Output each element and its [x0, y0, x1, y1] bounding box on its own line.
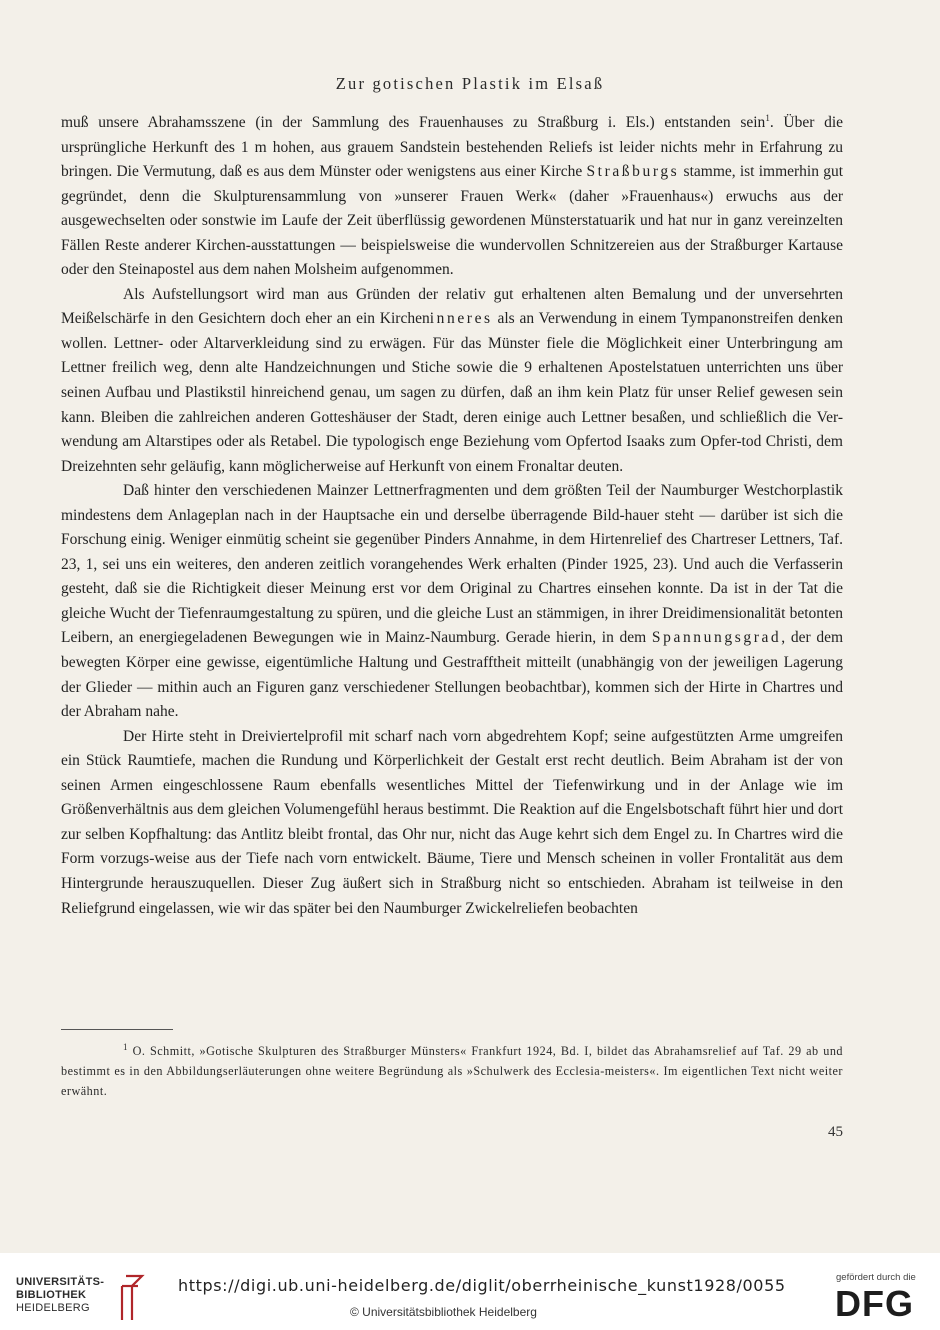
paragraph: [61, 283, 843, 479]
logo-line-3: HEIDELBERG: [16, 1302, 90, 1314]
text-run: muß unsere Abrahamsszene (in der Sammlung des Frauenhauses zu Straßburg i. Els.) entstanden sein: [61, 114, 766, 131]
footnote-text: O. Schmitt, »Gotische Skulpturen des Straßburger Münsters« Frankfurt 1924, Bd. I, bildet das Abrahamsrelief auf Taf. 29 ab und bestimmt es in den Abbildungserläuterungen ohne weitere Begründung als »Schulwerk des Ecclesia-meisters«. Im eigentlichen Text nicht weiter erwähnt.: [61, 1044, 844, 1098]
permalink-url[interactable]: https://digi.ub.uni-heidelberg.de/diglit/oberrheinische_kunst1928/0055: [178, 1276, 786, 1295]
running-head: Zur gotischen Plastik im Elsaß: [335, 74, 605, 93]
spaced-emphasis: inneres: [429, 310, 493, 328]
dfg-logo[interactable]: DFG: [835, 1283, 914, 1324]
text-run: Daß hinter den verschiedenen Mainzer Lettnerfragmenten und dem größten Teil der Naumburger Westchorplastik mindestens dem Anlageplan nach in der Hauptsache ein und derselbe überragende Bild-hauer steht — darüber ist sich die Forschung einig. Weniger einmütig scheint sie gegenüber Pinders Annahme, in dem Hirtenrelief des Chartreser Lettners, Taf. 23, 1, sei uns ein weiteres, den anderen zeitlich vorangehendes Werk erhalten (Pinder 1925, 23). Und auch die Verfasserin gesteht, daß sie die Richtigkeit dieser Meinung erst vor dem Original zu Chartres einsehen konnte. Da ist in der Tat die gleiche Wucht der Tiefenraumgestaltung zu spüren, und die gleiche Lust an stämmigen, in ihrer Dreidimensionalität betonten Leibern, an energiegeladenen Bewegungen wie in Mainz-Naumburg. Gerade hierin, in dem: [61, 482, 843, 647]
page-number: 45: [828, 1124, 843, 1140]
footnote-mark: 1: [123, 1041, 128, 1052]
university-library-logo[interactable]: [16, 1272, 166, 1322]
text-run: als an Verwendung in einem Tympanonstreifen denken wollen. Lettner- oder Altarverkleidung sind zu erwägen. Für das Münster fiele die Möglichkeit einer Unterbringung am Lettner freilich weg, denn alte Handzeichnungen und Stiche sowie die 9 erhaltenen Apostelstatuen unterrichten uns über seinen Aufbau und Plastikstil hinreichend genau, um sagen zu dürfen, daß an ihm kein Platz für unser Relief gewesen sein kann. Bleiben die zahlreichen anderen Gotteshäuser der Stadt, deren einige auch Lettner besaßen, und schließlich die Ver-wendung am Altarstipes oder als Retabel. Die typologisch enge Beziehung vom Opfertod Isaaks zum Opfer-tod Christi, dem Dreizehnten sehr geläufig, kann möglicherweise auf Herkunft von einem Fronaltar deuten.: [61, 310, 843, 475]
text-run: stamme, ist immerhin gut gegründet, denn die Skulpturensammlung von »unserer Frauen Werk« (daher »Frauenhaus«) erwuchs aus der ausgewechselten oder sonstwie im Laufe der Zeit überflüssig gewordenen Münsterstatuarik und hat nur in ganz vereinzelten Fällen Reste anderer Kirchen-ausstattungen — beispielsweise die wundervollen Schnitzereien aus der Straßburger Kartause oder den Steinapostel aus dem nahen Molsheim aufgenommen.: [61, 163, 843, 279]
logo-text: [16, 1276, 104, 1315]
footnote-reference: 1: [765, 112, 770, 123]
footnote: [61, 1042, 843, 1101]
text-run: , der dem bewegten Körper eine gewisse, eigentümliche Haltung und Gestrafftheit mitteilt (unabhängig von der jeweiligen Lagerung der Glieder — mithin auch an Figuren ganz verschiedener Stellungen beobachtbar), kommen sich der Hirte in Chartres und der Abraham nahe.: [61, 629, 844, 721]
spaced-emphasis: Straßburgs: [586, 163, 680, 181]
funded-by-label: gefördert durch die: [836, 1272, 916, 1283]
logo-line-1: UNIVERSITÄTS-: [16, 1276, 105, 1288]
footnote-rule: [61, 1029, 173, 1030]
copyright-notice: © Universitätsbibliothek Heidelberg: [350, 1305, 537, 1319]
text-run: Der Hirte steht in Dreiviertelprofil mit scharf nach vorn abgedrehtem Kopf; seine aufgestützten Arme umgreifen ein Stück Raumtiefe, machen die Rundung und Körperlichkeit der Gestalt erst recht deutlich. Beim Abraham ist der von seinen Armen eingeschlossene Raum ebenfalls wesentliches Mittel der Tiefenwirkung und in der Anlage wie im Größenverhältnis aus dem gleichen Volumengefühl heraus bestimmt. Die Reaktion auf die Engelsbotschaft führt hier und dort zur selben Kopfhaltung: das Antlitz bleibt frontal, das Ohr nur, nicht das Auge kehrt sich dem Engel zu. In Chartres wird die Form vorzugs-weise aus der Tiefe nach vorn entwickelt. Bäume, Tiere und Mensch scheinen in voller Frontalität aus dem Hintergrunde herauszuquellen. Dieser Zug äußert sich in Straßburg nicht so entschieden. Abraham ist teilweise in den Reliefgrund eingelassen, wie wir das später bei den Naumburger Zwickelreliefen beobachten: [61, 727, 843, 917]
body-text: [61, 111, 843, 921]
paragraph: [61, 725, 843, 921]
text-run: Als Aufstellungsort wird man aus Gründen der relativ gut erhaltenen alten Bemalung und der unversehrten Meißelschärfe in den Gesichtern doch eher an ein Kirchen: [61, 285, 843, 328]
logo-emblem-icon: [112, 1272, 148, 1322]
logo-line-2: BIBLIOTHEK: [16, 1289, 87, 1301]
spaced-emphasis: Spannungsgrad: [651, 629, 782, 647]
paragraph: [61, 111, 843, 283]
paragraph: [61, 479, 843, 724]
text-run: . Über die ursprüngliche Herkunft des 1 m hohen, aus grauem Sandstein bestehenden Reliefs ist leider nichts mehr in Erfahrung zu bringen. Die Vermutung, daß es aus dem Münster oder wenigstens aus einer Kirche: [61, 114, 844, 181]
